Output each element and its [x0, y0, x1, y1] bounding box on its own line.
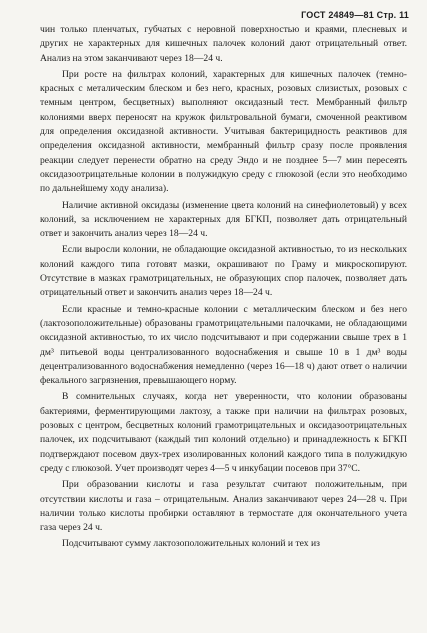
paragraph: Подсчитывают сумму лактозоположительных колоний и тех из	[62, 538, 320, 550]
paragraph: Если выросли колонии, не обладающие оксидазной активностью, то из нескольких колоний каждого типа готовят мазки, окрашивают по Граму и микроскопируют. Отсутствие в мазках грамотрицательных, не образующих спор палочек, позволяет дать отрицательный ответ и закончить анализ через 18—24 ч.	[40, 244, 407, 299]
standard-number: ГОСТ 24849—81	[301, 10, 374, 20]
paragraph: При образовании кислоты и газа результат считают положительным, при отсутствии кислоты и газа – отрицательным. Анализ заканчивают через 24—28 ч. При наличии только кислоты пробирки оставляют в термостате для окончательного учета газа через 24 ч.	[40, 479, 407, 534]
paragraph-continuation: чин только пленчатых, губчатых с неровной поверхностью и краями, плесневых и других не характерных для кишечных палочек колоний дают отрицательный ответ. Анализ на этом заканчивают через 18—24 ч.	[40, 24, 407, 64]
paragraph: В сомнительных случаях, когда нет уверенности, что колонии образованы бактериями, ферментирующими лактозу, а также при наличии на фильтрах розовых, розовых с центром, бесцветных колоний грамотрицательных и оксидазоотрицательных палочек, их подсчитывают (каждый тип колоний отдельно) и принадлежность к БГКП подтверждают посевом двух-трех изолированных колоний каждого типа в полужидкую среду с глюкозой. Учет производят через 4—5 ч инкубации посевов при 37°С.	[40, 391, 407, 474]
paragraph: При росте на фильтрах колоний, характерных для кишечных палочек (темно-красных с металическим блеском и без него, красных, розовых слизистых, розовых с темным центром, бесцветных) выполняют оксидазный тест. Мембранный фильтр колониями вверх переносят на кружок фильтровальной бумаги, смоченной реактивом для определения оксидазной активности. Учитывая бактерицидность реактивов для определения оксидазной активности, мембранный фильтр сразу после проявления реакции следует перенести обратно на среду Эндо и не позднее 5—7 мин пересеять оксидазоотрицательные колонии в полужидкую среду с глюкозой (если это необходимо по дальнейшему ходу анализа).	[40, 68, 407, 195]
page-number: Стр. 11	[376, 10, 409, 20]
paragraph: Наличие активной оксидазы (изменение цвета колоний на синефиолетовый) у всех колоний, за исключением не характерных для БГКП, позволяет дать отрицательный ответ и закончить анализ через 18—24 ч.	[40, 199, 407, 240]
document-body	[40, 23, 407, 554]
page-header	[301, 10, 409, 20]
paragraph: Если красные и темно-красные колонии с металлическим блеском и без него (лактозоположительные) образованы грамотрицательными палочками, не обладающими оксидазной активностью, то их число подсчитывают и при содержании свыше трех в 1 дм³ питьевой воды централизованного водоснабжения и свыше 10 в 1 дм³ воды децентрализованного водоснабжения немедленно (через 16—18 ч) дают ответ о наличии фекального загрязнения, превышающего норму.	[40, 303, 407, 387]
